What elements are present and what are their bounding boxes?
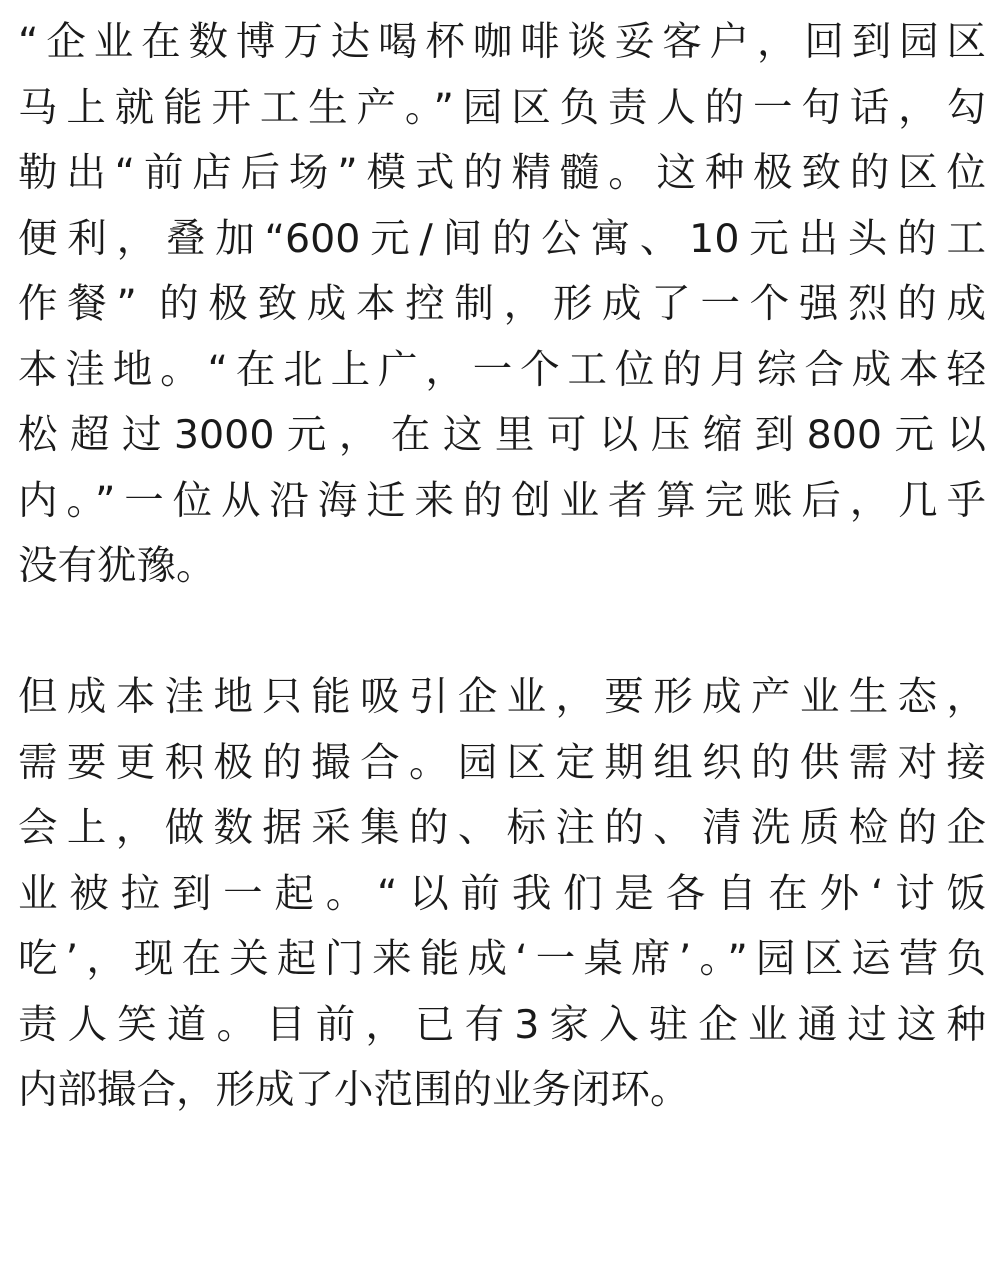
paragraph-1-line-4: 便利，叠加“600元/间的公寓、10元出头的工 [18, 215, 986, 262]
paragraph-2-line-2: 需要更积极的撮合。园区定期组织的供需对接 [18, 739, 986, 786]
paragraph-2 [18, 665, 986, 1124]
paragraph-2-line-7: 内部撮合，形成了小范围的业务闭环。 [18, 1067, 690, 1113]
paragraph-1-line-9: 没有犹豫。 [18, 543, 216, 589]
paragraph-2-line-4: 业被拉到一起。“以前我们是各自在外‘讨饭 [18, 870, 986, 917]
paragraph-1-line-7: 松超过3000元，在这里可以压缩到800元以 [18, 412, 986, 458]
paragraph-1-line-8: 内。”一位从沿海迁来的创业者算完账后，几乎 [18, 477, 986, 524]
paragraph-1-line-5: 作餐” 的极致成本控制，形成了一个强烈的成 [18, 281, 986, 327]
paragraph-2-line-5: 吃’，现在关起门来能成‘一桌席’。”园区运营负 [18, 936, 986, 982]
paragraph-1 [18, 10, 986, 600]
paragraph-2-line-6: 责人笑道。目前，已有3家入驻企业通过这种 [18, 1001, 986, 1048]
paragraph-1-line-1: “企业在数博万达喝杯咖啡谈妥客户，回到园区 [18, 19, 986, 65]
paragraph-2-line-3: 会上，做数据采集的、标注的、清洗质检的企 [18, 805, 986, 851]
paragraph-2-line-1: 但成本洼地只能吸引企业，要形成产业生态， [18, 674, 986, 720]
article-body [18, 10, 986, 1124]
paragraph-spacer [18, 600, 986, 666]
paragraph-1-line-3: 勒出“前店后场”模式的精髓。这种极致的区位 [18, 150, 986, 196]
paragraph-1-line-2: 马上就能开工生产。”园区负责人的一句话，勾 [18, 84, 986, 131]
paragraph-1-line-6: 本洼地。“在北上广，一个工位的月综合成本轻 [18, 346, 986, 393]
